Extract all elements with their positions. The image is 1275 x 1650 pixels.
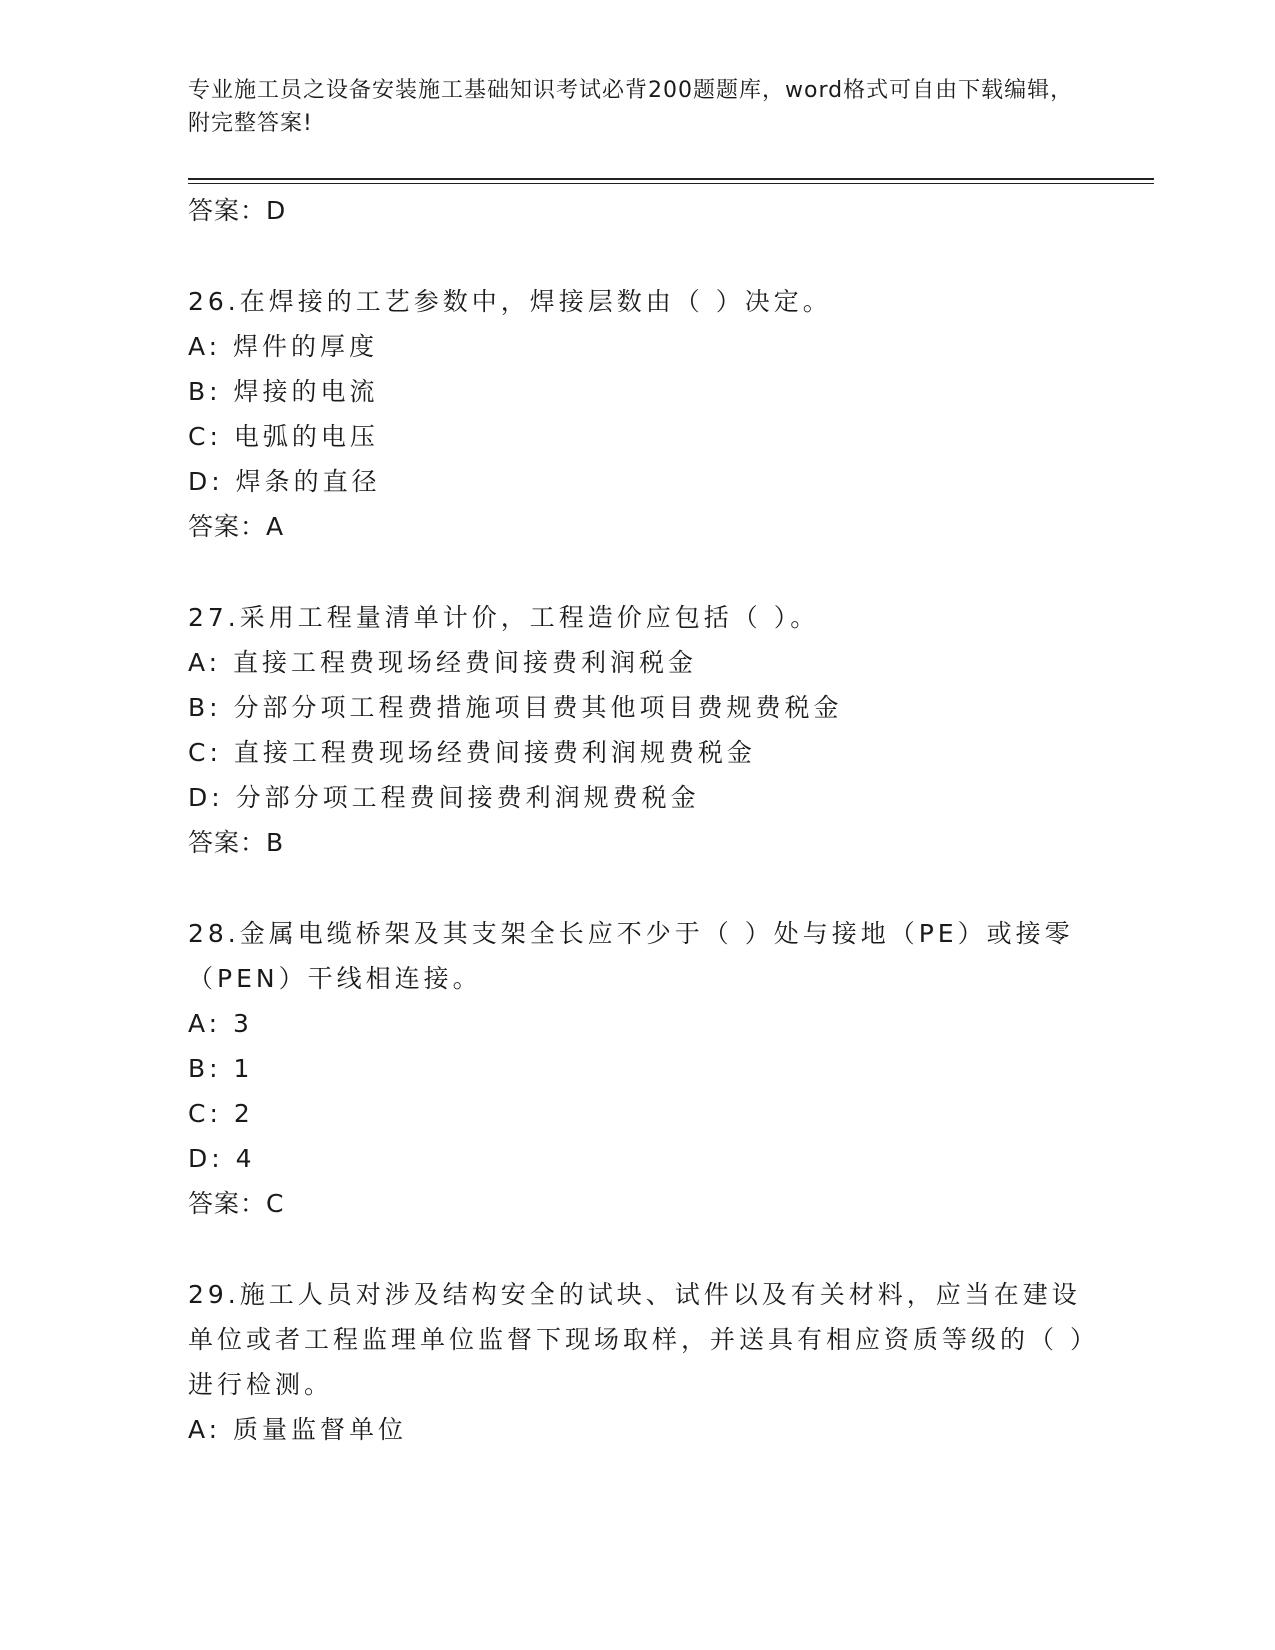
option-c: C: 2 xyxy=(188,1099,254,1128)
question-text: 27.采用工程量清单计价，工程造价应包括（ ）。 xyxy=(188,603,820,632)
answer-line: 答案：A xyxy=(188,512,285,541)
option-c: C: 直接工程费现场经费间接费利润规费税金 xyxy=(188,738,756,767)
option-b: B: 分部分项工程费措施项目费其他项目费规费税金 xyxy=(188,693,843,722)
answer-line: 答案：D xyxy=(188,196,287,225)
answer-line: 答案：B xyxy=(188,828,285,857)
option-d: D: 焊条的直径 xyxy=(188,467,381,496)
header-rule-thin xyxy=(188,183,1154,184)
question-item xyxy=(188,911,1088,1226)
page-header-title: 专业施工员之设备安装施工基础知识考试必背200题题库，word格式可自由下载编辑，附完整答案! xyxy=(188,78,1074,136)
question-text: 29.施工人员对涉及结构安全的试块、试件以及有关材料，应当在建设单位或者工程监理单位监督下现场取样，并送具有相应资质等级的（ ）进行检测。 xyxy=(188,1280,1087,1399)
spacer xyxy=(188,865,1088,911)
option-b: B: 1 xyxy=(188,1054,254,1083)
question-text: 26.在焊接的工艺参数中，焊接层数由（ ）决定。 xyxy=(188,287,832,316)
option-d: D: 4 xyxy=(188,1144,256,1173)
spacer xyxy=(188,1226,1088,1272)
question-item xyxy=(188,1272,1088,1452)
header-rule-thick xyxy=(188,178,1154,180)
question-item xyxy=(188,279,1088,549)
option-a: A: 3 xyxy=(188,1009,253,1038)
option-a: A: 焊件的厚度 xyxy=(188,332,379,361)
option-a: A: 直接工程费现场经费间接费利润税金 xyxy=(188,648,698,677)
spacer xyxy=(188,549,1088,595)
answer-line: 答案：C xyxy=(188,1189,285,1218)
option-c: C: 电弧的电压 xyxy=(188,422,379,451)
spacer xyxy=(188,233,1088,279)
option-d: D: 分部分项工程费间接费利润规费税金 xyxy=(188,783,700,812)
question-list xyxy=(188,188,1088,1452)
option-a: A: 质量监督单位 xyxy=(188,1415,408,1444)
option-b: B: 焊接的电流 xyxy=(188,377,379,406)
question-text: 28.金属电缆桥架及其支架全长应不少于（ ）处与接地（PE）或接零（PEN）干线相连接。 xyxy=(188,919,1074,993)
question-item xyxy=(188,595,1088,865)
